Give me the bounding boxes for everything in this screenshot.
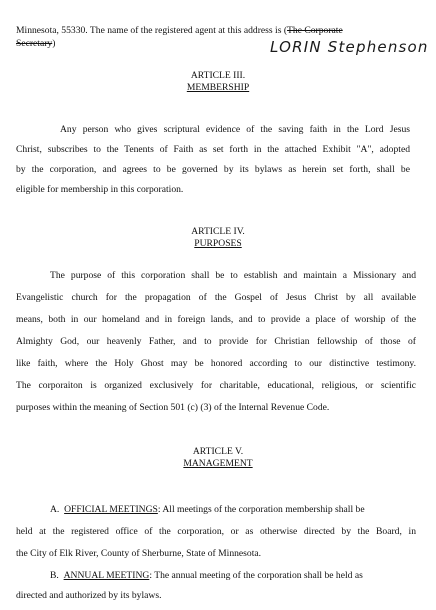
article-3-line: Any person who gives scriptural evidence of the saving faith in the Lord Jesus xyxy=(60,124,410,135)
article-3-line: eligible for membership in this corporation. xyxy=(16,184,184,195)
article-4-title-wrap xyxy=(0,238,436,250)
section-b-line-1 xyxy=(50,570,363,582)
article-5-title-wrap xyxy=(0,458,436,470)
article-4-title: PURPOSES xyxy=(194,238,242,249)
article-4-line: like faith, where the Holy Ghost may be honored according to our distinctive testimony. xyxy=(16,358,416,369)
article-4-line: The purpose of this corporation shall be to establish and maintain a Missionary and xyxy=(50,270,416,281)
struck-text-1: The Corporate xyxy=(287,25,343,36)
section-a-heading: OFFICIAL MEETINGS xyxy=(64,504,158,515)
section-a-line-1 xyxy=(50,504,365,516)
section-a-line: the City of Elk River, County of Sherburne, State of Minnesota. xyxy=(16,548,262,559)
intro-text: Minnesota, 55330. The name of the registered agent at this address is ( xyxy=(16,25,288,36)
section-a-line: held at the registered office of the corporation, or as otherwise directed by the Board, in xyxy=(16,526,416,537)
article-3-title: MEMBERSHIP xyxy=(186,82,250,93)
article-3-line: by the corporation, and agrees to be governed by its bylaws as herein set forth, shall be xyxy=(16,164,410,175)
article-4-line: Almighty God, our heavenly Father, and to provide for Christian fellowship of those of xyxy=(16,336,416,347)
intro-close: ) xyxy=(52,38,56,49)
article-5-number: ARTICLE V. xyxy=(192,446,244,457)
article-4-line: purposes within the meaning of Section 501 (c) (3) of the Internal Revenue Code. xyxy=(16,402,330,413)
section-a-text: : All meetings of the corporation membership shall be xyxy=(157,504,365,515)
section-a-label: A. xyxy=(50,504,60,515)
article-3-line: Christ, subscribes to the Tenents of Faith as set forth in the attached Exhibit "A", adopted xyxy=(16,144,410,155)
section-b-line: directed and authorized by its bylaws. xyxy=(16,590,162,601)
section-b-text: : The annual meeting of the corporation shall be held as xyxy=(149,570,363,581)
intro-line-2 xyxy=(16,38,55,50)
section-b-heading: ANNUAL MEETING xyxy=(63,570,150,581)
article-3-number: ARTICLE III. xyxy=(190,70,246,81)
struck-text-2: Secretary xyxy=(16,38,53,49)
article-4-line: Evangelistic church for the propagation of the Gospel of Jesus Christ by all available xyxy=(16,292,416,303)
article-5-title: MANAGEMENT xyxy=(183,458,253,469)
handwritten-agent-name: LORIN Stephenson xyxy=(270,38,429,56)
intro-line-1 xyxy=(16,25,343,37)
article-4-line: The corporaiton is organized exclusively for charitable, educational, religious, or scientific xyxy=(16,380,416,391)
article-4-number: ARTICLE IV. xyxy=(191,226,245,237)
article-3-title-wrap xyxy=(0,82,436,94)
section-b-label: B. xyxy=(50,570,59,581)
article-4-line: means, both in our homeland and in foreign lands, and to provide a place of worship of the xyxy=(16,314,416,325)
